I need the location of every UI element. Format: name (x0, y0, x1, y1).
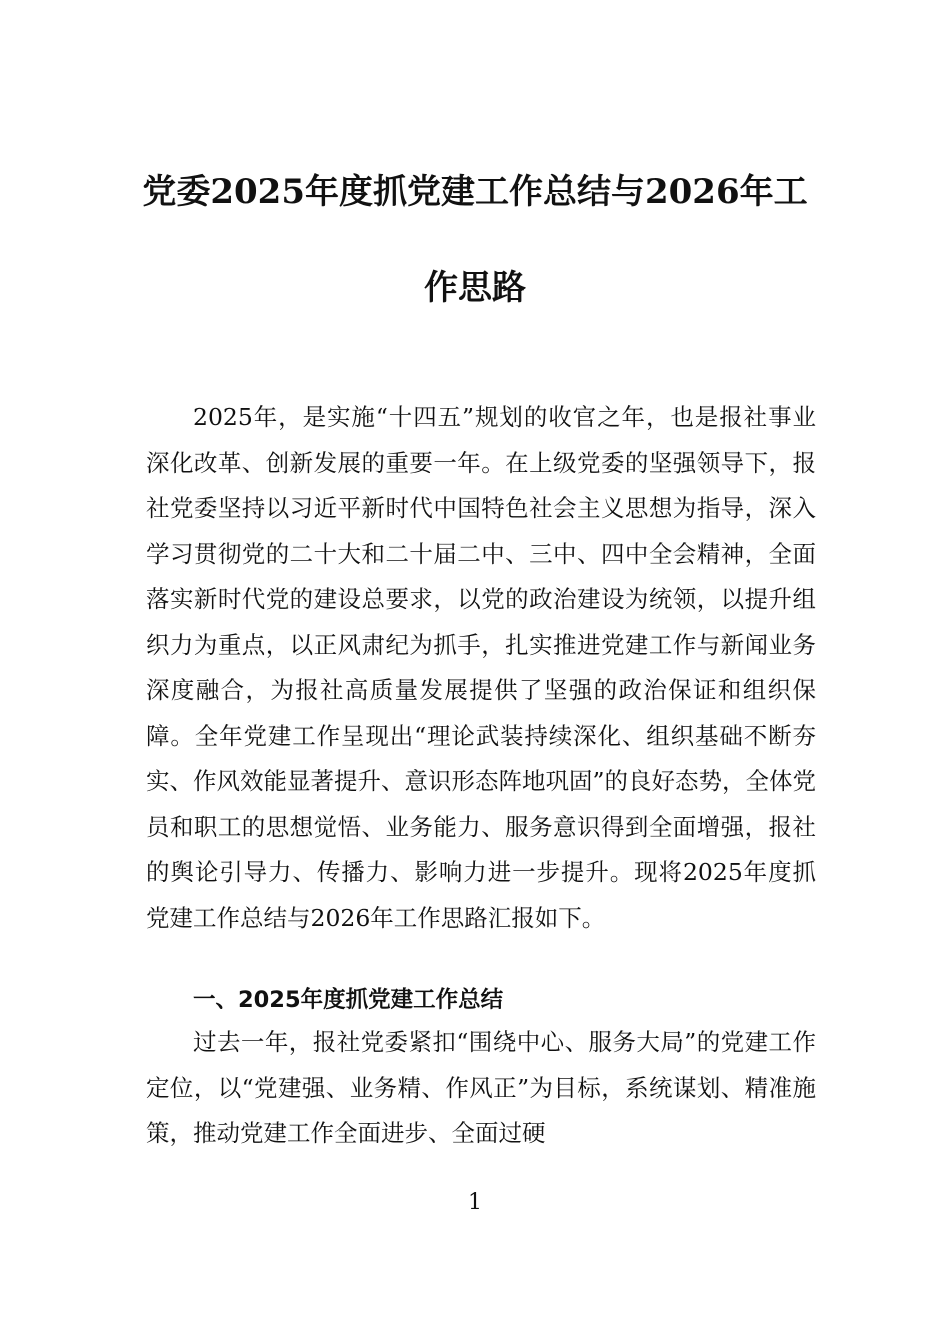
section-paragraph: 过去一年，报社党委紧扣“围绕中心、服务大局”的党建工作定位，以“党建强、业务精、作风正”为目标，系统谋划、精准施策，推动党建工作全面进步、全面过硬 (146, 1028, 816, 1147)
document-title-line-2: 作思路 (424, 268, 526, 308)
intro-paragraph: 2025年，是实施“十四五”规划的收官之年，也是报社事业深化改革、创新发展的重要一年。在上级党委的坚强领导下，报社党委坚持以习近平新时代中国特色社会主义思想为指导，深入学习贯彻党的二十大和二十届二中、三中、四中全会精神，全面落实新时代党的建设总要求，以党的政治建设为统领，以提升组织力为重点，以正风肃纪为抓手，扎实推进党建工作与新闻业务深度融合，为报社高质量发展提供了坚强的政治保证和组织保障。全年党建工作呈现出“理论武装持续深化、组织基础不断夯实、作风效能显著提升、意识形态阵地巩固”的良好态势，全体党员和职工的思想觉悟、业务能力、服务意识得到全面增强，报社的舆论引导力、传播力、影响力进一步提升。现将2025年度抓党建工作总结与2026年工作思路汇报如下。 (146, 403, 817, 932)
section-heading: 一、2025年度抓党建工作总结 (193, 987, 504, 1013)
page-number: 1 (468, 1190, 482, 1215)
document-title-line-1: 党委2025年度抓党建工作总结与2026年工 (142, 172, 808, 212)
